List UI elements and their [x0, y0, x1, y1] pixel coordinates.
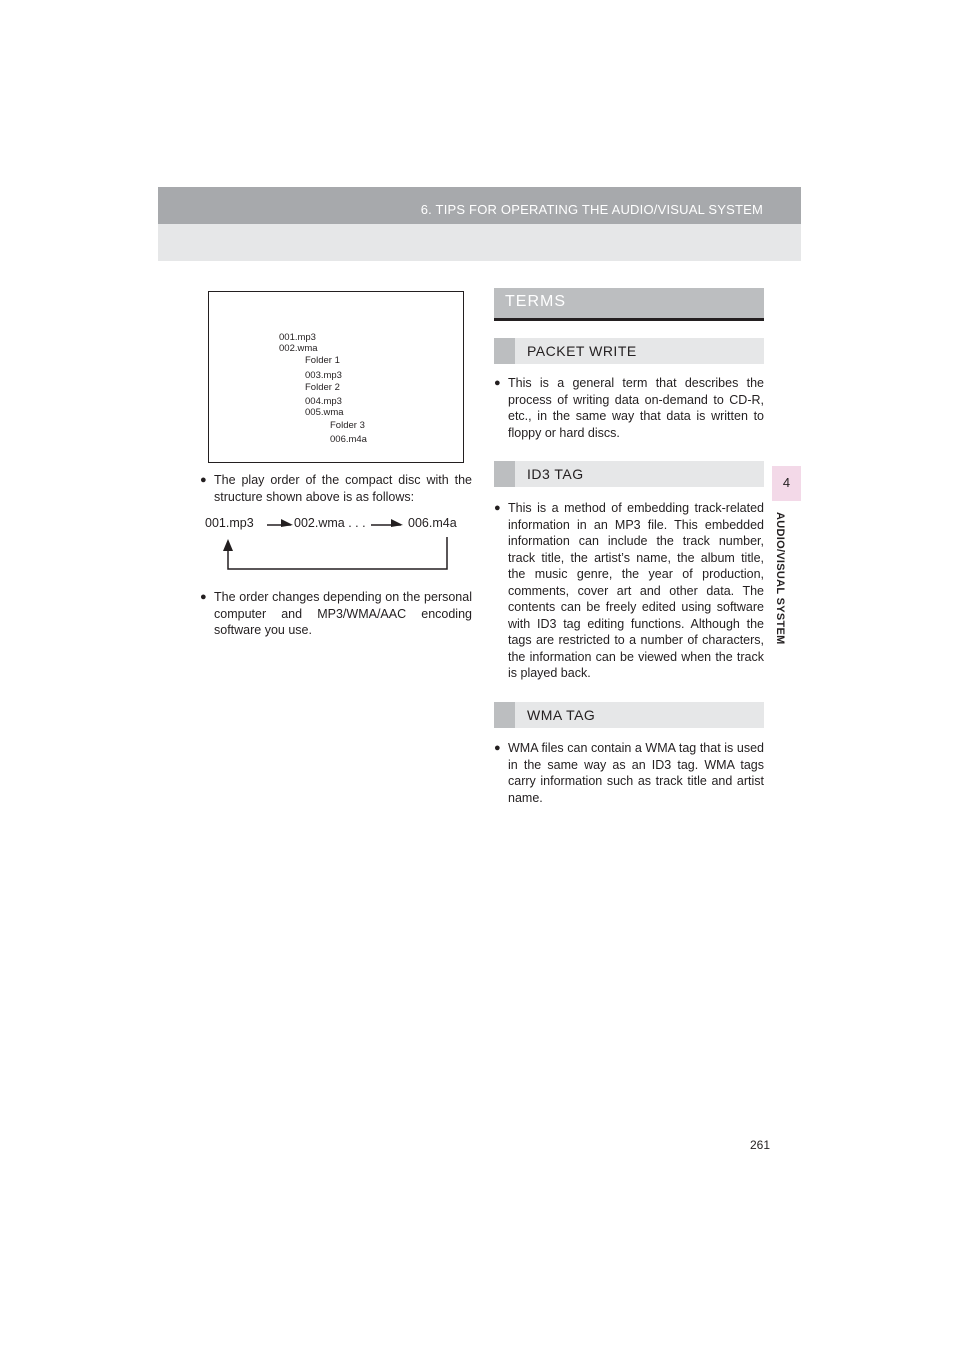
packet-write-heading — [494, 338, 764, 364]
play-order-flow — [205, 513, 470, 573]
tree-file: 006.m4a — [330, 434, 367, 445]
wma-tag-bullet — [494, 740, 764, 806]
tree-folder: Folder 2 — [305, 382, 340, 393]
id3-tag-heading — [494, 461, 764, 487]
bullet-icon: ● — [494, 502, 501, 514]
wma-tag-heading — [494, 702, 764, 728]
tree-folder: Folder 1 — [305, 355, 340, 366]
flow-first-file: 001.mp3 — [205, 516, 254, 530]
header-bar — [158, 187, 801, 224]
tree-file: 004.mp3 — [305, 396, 342, 407]
tree-file: 005.wma — [305, 407, 344, 418]
terms-title: TERMS — [505, 293, 566, 310]
chapter-number: 4 — [782, 475, 791, 490]
tree-file: 001.mp3 — [279, 332, 316, 343]
bullet-text: The play order of the compact disc with the structure shown above is as follows: — [214, 473, 472, 504]
packet-write-title: PACKET WRITE — [527, 343, 637, 359]
terms-section-heading — [494, 288, 764, 321]
flow-last-file: 006.m4a — [408, 516, 457, 530]
id3-tag-text: This is a method of embedding track-related information in an MP3 file. This embedded information can include the track number, track title, the artist’s name, the album title, the music genre, the year of production, comments, cover art and other data. The contents can be freely edited using software with ID3 tag editing functions. Although the tags are restricted to a number of characters, the information can be viewed when the track is played back. — [508, 501, 764, 680]
chapter-side-label — [776, 512, 796, 662]
bullet-icon: ● — [494, 742, 501, 754]
tree-file: 002.wma — [279, 343, 318, 354]
folder-structure-diagram — [208, 291, 464, 463]
wma-tag-text: WMA files can contain a WMA tag that is used in the same way as an ID3 tag. WMA tags carry information such as track title and artist name. — [508, 741, 764, 805]
flow-second-file: 002.wma . . . — [294, 516, 366, 530]
tree-file: 003.mp3 — [305, 370, 342, 381]
chapter-title: 6. TIPS FOR OPERATING THE AUDIO/VISUAL SYSTEM — [420, 202, 763, 217]
packet-write-bullet — [494, 375, 764, 441]
play-order-bullet — [200, 472, 472, 505]
id3-tag-title: ID3 TAG — [527, 466, 584, 482]
bullet-icon: ● — [494, 377, 501, 389]
heading-marker — [494, 338, 515, 364]
bullet-text: The order changes depending on the personal computer and MP3/WMA/AAC encoding software you use. — [214, 590, 472, 637]
bullet-icon: ● — [200, 591, 207, 603]
tree-folder: Folder 3 — [330, 420, 365, 431]
bullet-icon: ● — [200, 474, 207, 486]
header-subbar — [158, 224, 801, 261]
id3-tag-bullet — [494, 500, 764, 682]
order-changes-bullet — [200, 589, 472, 639]
heading-marker — [494, 461, 515, 487]
heading-marker — [494, 702, 515, 728]
chapter-tab — [772, 466, 801, 501]
page-number: 261 — [750, 1138, 771, 1152]
packet-write-text: This is a general term that describes the process of writing data on-demand to CD-R, etc., in the same way that data is written to floppy or hard discs. — [508, 376, 764, 440]
wma-tag-title: WMA TAG — [527, 707, 596, 723]
chapter-side-label-text: AUDIO/VISUAL SYSTEM — [774, 512, 786, 645]
